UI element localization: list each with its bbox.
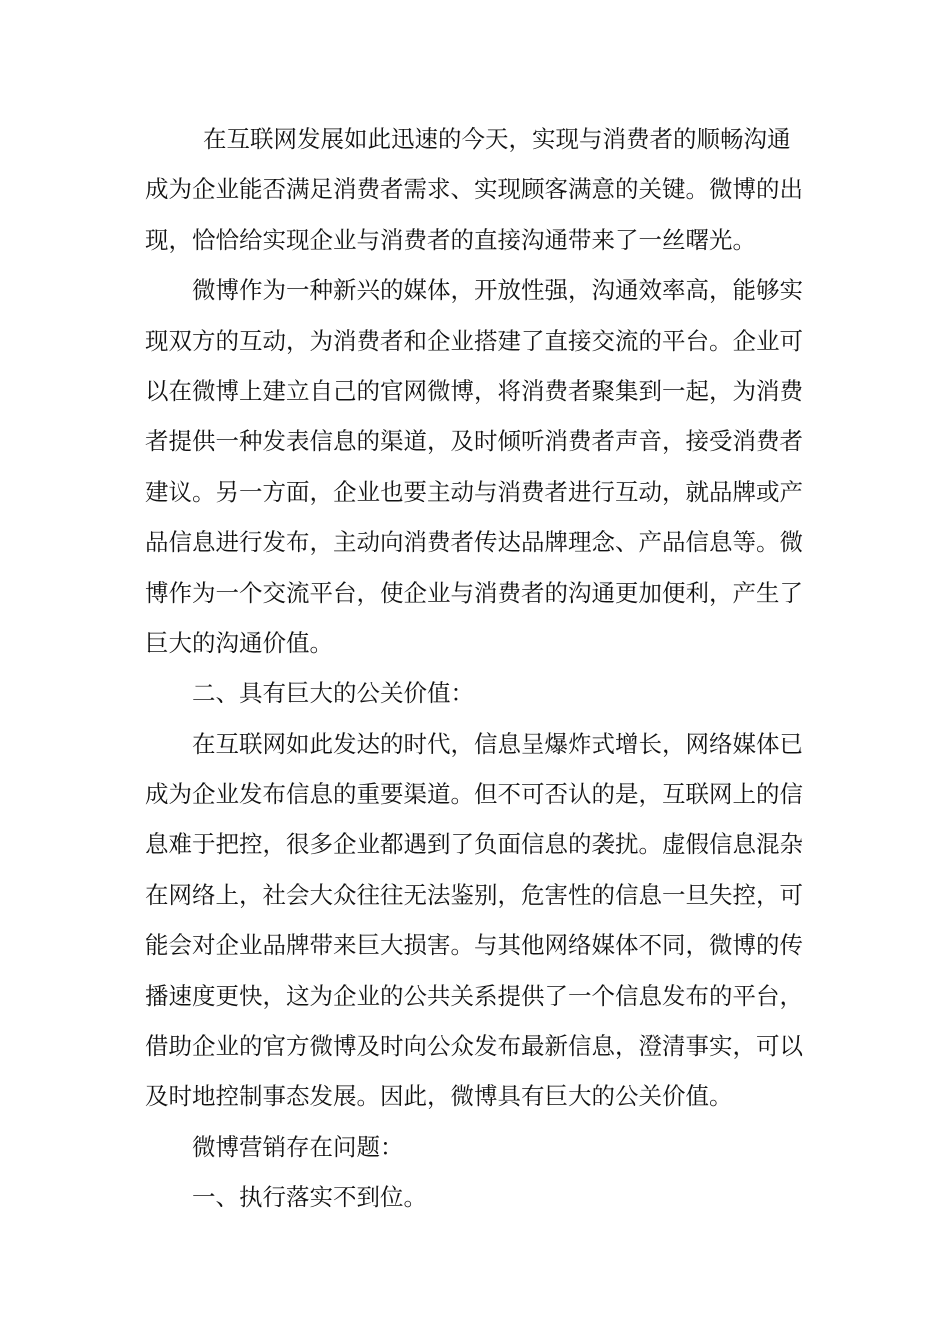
text-line: 及时地控制事态发展。因此，微博具有巨大的公关价值。 [145, 1082, 733, 1111]
section-heading-problems [145, 1122, 810, 1172]
heading-line: 一、执行落实不到位。 [192, 1183, 427, 1212]
text-line: 建议。另一方面，企业也要主动与消费者进行互动，就品牌或产 [145, 477, 803, 506]
text-line: 播速度更快，这为企业的公共关系提供了一个信息发布的平台， [145, 981, 803, 1010]
document-body [145, 114, 810, 1223]
text-line: 在互联网发展如此迅速的今天，实现与消费者的顺畅沟通 [203, 125, 791, 153]
text-line: 巨大的沟通价值。 [145, 628, 333, 657]
text-line: 品信息进行发布，主动向消费者传达品牌理念、产品信息等。微 [145, 528, 803, 557]
text-line: 成为企业发布信息的重要渠道。但不可否认的是，互联网上的信 [145, 780, 803, 809]
heading-line: 二、具有巨大的公关价值： [192, 679, 474, 708]
text-line: 能会对企业品牌带来巨大损害。与其他网络媒体不同，微博的传 [145, 931, 803, 960]
text-line: 者提供一种发表信息的渠道，及时倾听消费者声音，接受消费者 [145, 427, 803, 456]
section-heading-2 [145, 668, 810, 718]
text-line: 息难于把控，很多企业都遇到了负面信息的袭扰。虚假信息混杂 [145, 830, 803, 859]
text-line: 博作为一个交流平台，使企业与消费者的沟通更加便利，产生了 [145, 578, 803, 607]
paragraph-1 [145, 114, 810, 265]
text-line: 现，恰恰给实现企业与消费者的直接沟通带来了一丝曙光。 [145, 225, 756, 254]
text-line: 现双方的互动，为消费者和企业搭建了直接交流的平台。企业可 [145, 326, 803, 355]
paragraph-2 [145, 265, 810, 668]
text-line: 成为企业能否满足消费者需求、实现顾客满意的关键。微博的出 [145, 175, 803, 204]
text-line: 以在微博上建立自己的官网微博，将消费者聚集到一起，为消费 [145, 376, 803, 405]
text-line: 在网络上，社会大众往往无法鉴别，危害性的信息一旦失控，可 [145, 880, 803, 909]
heading-line: 微博营销存在问题： [192, 1132, 404, 1161]
section-heading-1 [145, 1172, 810, 1222]
text-line: 微博作为一种新兴的媒体，开放性强，沟通效率高，能够实 [192, 276, 803, 305]
text-line: 借助企业的官方微博及时向公众发布最新信息，澄清事实，可以 [145, 1032, 803, 1061]
paragraph-3 [145, 719, 810, 1122]
text-line: 在互联网如此发达的时代，信息呈爆炸式增长，网络媒体已 [192, 729, 803, 758]
